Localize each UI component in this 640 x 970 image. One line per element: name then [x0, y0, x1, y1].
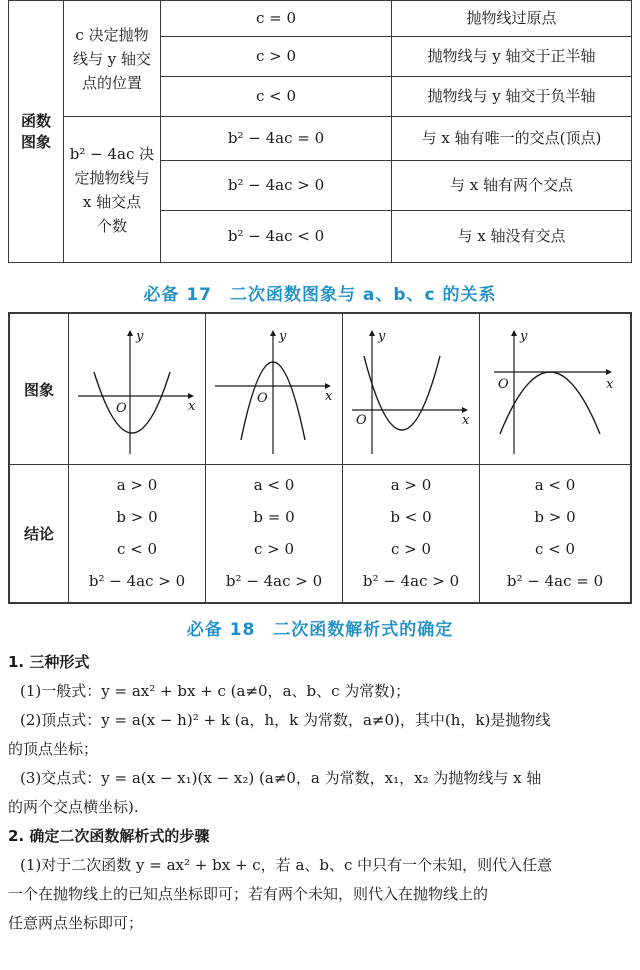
- group-delta-label: b² − 4ac 决 定抛物线与 x 轴交点 个数: [64, 117, 161, 263]
- result-cell: 与 x 轴有唯一的交点(顶点): [392, 117, 632, 161]
- form-intercept-cont: 的两个交点横坐标).: [8, 798, 139, 816]
- cond-cell: b² − 4ac > 0: [161, 161, 392, 211]
- cond-cell: c > 0: [161, 37, 392, 77]
- y-axis-label: y: [136, 329, 144, 344]
- group-c-label: c 决定抛物 线与 y 轴交 点的位置: [64, 1, 161, 117]
- result-cell: 抛物线过原点: [392, 1, 632, 37]
- graph-cell-4: [480, 313, 632, 465]
- cond-cell: c < 0: [161, 77, 392, 117]
- parabola-graph-1: [70, 314, 204, 460]
- section-17-title: 必备 17 二次函数图象与 a、b、c 的关系: [143, 285, 497, 305]
- part-1: [8, 648, 636, 938]
- table-abc-relation: [8, 312, 632, 604]
- row-label-conclusion: 结论: [9, 465, 69, 603]
- table-discriminant: [8, 0, 632, 263]
- cond-cell: b² − 4ac < 0: [161, 211, 392, 263]
- y-axis-label: y: [378, 329, 386, 344]
- form-vertex-cont: 的顶点坐标；: [8, 740, 99, 758]
- step-1-cont2: 任意两点坐标即可；: [8, 914, 144, 932]
- graph-cell-3: [343, 313, 480, 465]
- result-cell: 抛物线与 y 轴交于负半轴: [392, 77, 632, 117]
- conclusion-cell-1: a > 0 b > 0 c < 0 b² − 4ac > 0: [69, 465, 206, 603]
- origin-label: O: [498, 377, 509, 392]
- origin-label: O: [257, 391, 268, 406]
- y-axis-label: y: [520, 329, 528, 344]
- cond-cell: b² − 4ac = 0: [161, 117, 392, 161]
- origin-label: O: [356, 413, 367, 428]
- step-1-cont: 一个在抛物线上的已知点坐标即可；若有两个未知，则代入在抛物线上的: [8, 885, 489, 903]
- parabola-graph-3: [344, 314, 478, 460]
- form-intercept: (3)交点式：y = a(x − x₁)(x − x₂) (a≠0，a 为常数，x₁，x₂ 为抛物线与 x 轴: [20, 769, 542, 787]
- conclusion-cell-4: a < 0 b > 0 c < 0 b² − 4ac = 0: [480, 465, 632, 603]
- graph-cell-1: [69, 313, 206, 465]
- y-axis-label: y: [279, 329, 287, 344]
- form-vertex: (2)顶点式：y = a(x − h)² + k (a，h，k 为常数，a≠0)，其中(h，k)是抛物线: [20, 711, 551, 729]
- parabola-graph-4: [488, 314, 622, 460]
- parabola-graph-2: [207, 314, 341, 460]
- section-18-title: 必备 18 二次函数解析式的确定: [186, 620, 454, 640]
- outer-label: 函数 图象: [9, 1, 64, 263]
- conclusion-cell-2: a < 0 b = 0 c > 0 b² − 4ac > 0: [206, 465, 343, 603]
- cond-cell: c = 0: [161, 1, 392, 37]
- row-label-graph: 图象: [9, 313, 69, 465]
- graph-cell-2: [206, 313, 343, 465]
- part-2-heading: 2. 确定二次函数解析式的步骤: [8, 827, 210, 845]
- x-axis-label: x: [325, 389, 333, 404]
- result-cell: 与 x 轴没有交点: [392, 211, 632, 263]
- x-axis-label: x: [462, 413, 470, 428]
- step-1: (1)对于二次函数 y = ax² + bx + c，若 a、b、c 中只有一个未知，则代入任意: [20, 856, 553, 874]
- result-cell: 与 x 轴有两个交点: [392, 161, 632, 211]
- conclusion-cell-3: a > 0 b < 0 c > 0 b² − 4ac > 0: [343, 465, 480, 603]
- x-axis-label: x: [606, 377, 614, 392]
- result-cell: 抛物线与 y 轴交于正半轴: [392, 37, 632, 77]
- x-axis-label: x: [188, 399, 196, 414]
- form-general: (1)一般式：y = ax² + bx + c (a≠0，a、b、c 为常数)；: [20, 682, 411, 700]
- part-1-heading: 1. 三种形式: [8, 653, 90, 671]
- origin-label: O: [116, 401, 127, 416]
